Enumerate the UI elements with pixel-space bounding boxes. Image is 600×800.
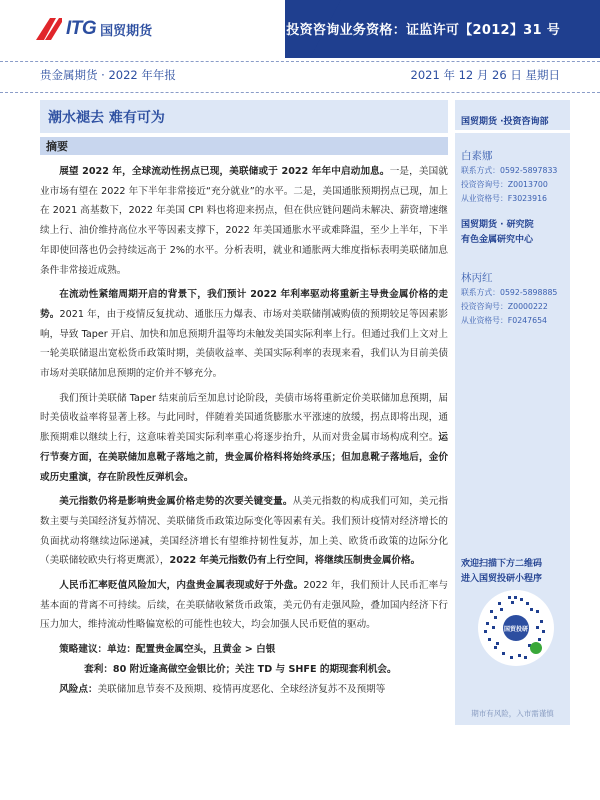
qr-prompt-line-2: 进入国贸投研小程序 [461,574,543,584]
strategy-single: 单边：配置贵金属空头，且黄金 > 白银 [107,644,276,656]
abstract-heading: 摘要 [46,140,68,153]
paragraph-3 [40,389,448,488]
analyst-1-card [461,148,567,206]
analyst-2-practice-no: 从业资格号：F0247654 [461,316,547,325]
research-org [461,218,567,248]
analyst-2-invest-no: 投资咨询号：Z0000222 [461,302,548,311]
mini-program-qr-code[interactable] [478,590,554,666]
paragraph-3-text: 我们预计美联储 Taper 结束前后至加息讨论阶段，美债市场将重新定价美联储加息预期，届时美债收益率将显著上移。与此同时，伴随着美国通货膨胀水平涨速的放缓，拐点即将出现，通胀预期难以继续上行，这意味着美国实际利率重心将逐步抬升，从而对贵金属市场构成利空。 [40,392,448,444]
company-logo [34,16,152,42]
paragraph-2-lead: 在流动性紧缩周期开启的背景下，我们预计 2022 年利率驱动将重新主导贵金属价格的走势。 [40,289,448,320]
sidebar-head [455,100,570,133]
paragraph-4-lead: 美元指数仍将是影响贵金属价格走势的次要关键变量。 [59,496,293,508]
abstract-bar [40,137,448,155]
paragraph-1-lead: 展望 2022 年，全球流动性拐点已现，美联储或于 2022 年年中启动加息。 [59,166,390,177]
analyst-2-name: 林丙红 [461,272,493,284]
abstract-body [40,162,448,699]
analyst-sidebar [455,100,570,725]
report-date: 2021 年 12 月 26 日 星期日 [410,68,560,82]
paragraph-4-text: 从美元指数的构成我们可知，美元指数主要与美国经济复苏情况、美联储货币政策边际变化等因素有关。我们预计疫情对经济增长的负面扰动将继续边际递减，美国经济增长有望维持韧性复苏，加上美、欧货币政策的边际分化（美联储较欧央行将更鹰派）， [40,496,449,567]
analyst-2-card [461,270,567,328]
logo-mark-icon [34,16,62,42]
analyst-1-name: 白素娜 [461,150,493,162]
risk-text: 美联储加息节奏不及预期、疫情再度恶化、全球经济复苏不及预期等 [97,683,386,695]
paragraph-1-text: 一是，美国就业市场有望在 2022 年下半年非常接近“充分就业”的水平。二是，美国通胀预期拐点已现，加上在 2021 高基数下，2022 年美国 CPI 料也将迎来拐点，但在供应链问题尚未解决、薪资增速继续上行、油价维持高位水平等因素支撑下，2022 年美国通胀水平或难降温，至少上半年，下半年即使回落也仍会持续远高于 2%的水平。分析表明，就业和通胀两大维度指标表明美联储加息条件非常接近成熟。 [40,166,449,276]
risk-label: 风险点： [59,683,98,695]
strategy-line-1 [40,640,448,660]
paragraph-1 [40,162,448,280]
analyst-1-practice-no: 从业资格号：F3023916 [461,194,547,203]
qr-center-logo [503,615,529,641]
paragraph-3-conclusion: 运行节奏方面，在美联储加息靴子落地之前，贵金属价格料将始终承压；但加息靴子落地后，金价或历史重演，存在阶段性反弹机会。 [40,432,448,483]
analyst-2-phone: 联系方式：0592-5898885 [461,288,558,297]
main-content [40,100,448,790]
paragraph-5 [40,576,448,635]
page-header [0,0,600,58]
org-line-2: 有色金属研究中心 [461,235,534,245]
paragraph-2 [40,285,448,384]
report-title: 潮水褪去 难有可为 [48,110,165,126]
paragraph-5-text: 2022 年，我们预计人民币汇率与基本面的背离不可持续。后续，在美联储收紧货币政策，美元仍有走强风险，叠加国内经济下行压力加大，维持流动性略偏宽松的可能性也较大，均会加强人民币贬值的驱动。 [40,580,449,631]
org-line-1: 国贸期货 · 研究院 [461,220,534,230]
report-subheader [0,58,600,92]
qr-prompt-line-1: 欢迎扫描下方二维码 [461,559,543,569]
qualification-text: 投资咨询业务资格：证监许可【2012】31 号 [286,23,560,38]
strategy-label: 策略建议： [59,644,108,656]
strategy-line-2 [40,660,448,680]
analyst-1-invest-no: 投资咨询号：Z0013700 [461,180,548,189]
strategy-arbitrage: 套利：80 附近逢高做空金银比价；关注 TD 与 SHFE 的期现套利机会。 [84,663,397,675]
dept-title: 国贸期货 ·投资咨询部 [461,117,549,127]
qr-center-label: 国贸投研 [503,625,528,633]
analyst-1-phone: 联系方式：0592-5897833 [461,166,558,175]
paragraph-4 [40,492,448,571]
logo-text-cn: 国贸期货 [100,23,153,39]
paragraph-5-lead: 人民币汇率贬值风险加大，内盘贵金属表现或好于外盘。 [59,580,304,592]
risk-disclaimer: 期市有风险，入市需谨慎 [471,709,554,718]
logo-text-en: ITG [66,18,97,39]
report-type: 贵金属期货 · 2022 年年报 [40,68,176,82]
title-bar [40,100,448,133]
risk-line [40,680,448,700]
bottom-dashed-divider [0,92,600,93]
paragraph-2-text: 2021 年，由于疫情反复扰动、通胀压力爆表、市场对美联储削减购债的预期较足等因素影响，导致 Taper 开启、加快和加息预期升温等均未触发美国实际利率上行。但通过我们上文对上一轮美联储退出宽松货币政策时期，美债收益率、美国实际利率的表现来看，我们认为目前美债市场对美联储加息预期的定价并不够充分。 [40,308,448,380]
paragraph-4-conclusion: 2022 年美元指数仍有上行空间，将继续压制贵金属价格。 [169,555,421,567]
qr-prompt [461,557,567,587]
